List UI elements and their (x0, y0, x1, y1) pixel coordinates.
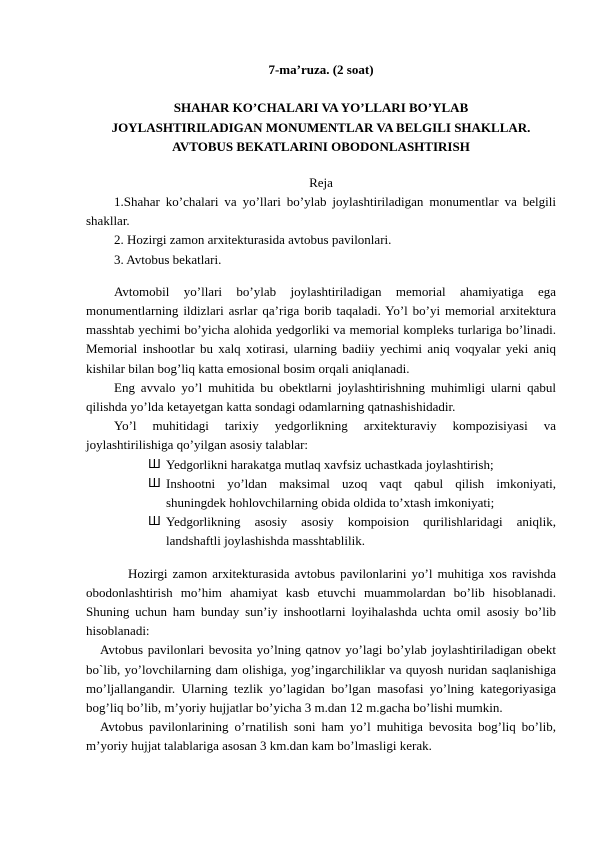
list-item (148, 474, 556, 512)
list-item (148, 512, 556, 550)
plan-item: 2. Hozirgi zamon arxitekturasida avtobus pavilonlari. (114, 232, 392, 248)
document-page (86, 60, 556, 756)
list-item (148, 455, 556, 474)
plan-heading: Reja (309, 174, 333, 190)
spacer (86, 551, 556, 564)
lecture-number: 7-ma’ruza. (2 soat) (268, 62, 374, 77)
document-title (86, 98, 556, 157)
bullet-marker-icon: Ш (148, 475, 161, 490)
body-paragraph: Eng avvalo yo’l muhitida bu obektlarni joylashtirishning muhimligi ularni qabul qilishda yo’lda ketayetgan katta sondagi odamlarning qatnashishidadir. (86, 379, 556, 414)
body-paragraph: Avtobus pavilonlari bevosita yo’lning qatnov yo’lagi bo’ylab joylashtiriladigan obekt bo`lib, yo’lovchilarning dam olishiga, yog’ingarchiliklar va quyosh nuridan saqlanishiga mo’ljallangandir. Ularning tezlik yo’lagidan bo’lgan masofasi yo’lning kategoriyasiga bog’liq bo’lib, m’yoriy hujjatlar bo’yicha 3 m.dan 12 m.gacha bo’lishi mumkin. (86, 642, 556, 715)
body-paragraph: Hozirgi zamon arxitekturasida avtobus pavilonlarini yo’l muhitiga xos ravishda obodonlashtirish mo’him ahamiyat kasb etuvchi muammolardan bo’lib hisoblanadi. Shuning uchun ham bunday sun’iy inshootlarni loyihalashda uchta omil asosiy bo’lib hisoblanadi: (86, 565, 556, 639)
bullet-marker-icon: Ш (148, 456, 161, 471)
body-paragraph: Avtobus pavilonlarining o’rnatilish soni ham yo’l muhitiga bevosita bog’liq bo’lib, m’yoriy hujjat talablariga asosan 3 km.dan kam bo’lmasligi kerak. (86, 719, 556, 754)
title-line: JOYLASHTIRILADIGAN MONUMENTLAR VA BELGILI SHAKLLAR. (111, 119, 531, 135)
spacer (86, 269, 556, 282)
title-line: SHAHAR KO’CHALARI VA YO’LLARI BO’YLAB (173, 100, 469, 116)
body-paragraph: Avtomobil yo’llari bo’ylab joylashtiriladigan memorial ahamiyatiga ega monumentlarning ildizlari asrlar qa’riga borib taqaladi. Yo’l bo’yi memorial arxitektura masshtab yechimi bo’yicha alohida yedgorliki va memorial kompleks turlariga bo’linadi. Memorial inshootlar bu xalq xotirasi, ularning badiiy yechimi aniq voqyalar yeki aniq kishilar bilan bog’liq katta emosional bosim orqali aniqlanadi. (86, 283, 556, 376)
list-item-text: Yedgorlikni harakatga mutlaq xavfsiz uchastkada joylashtirish; (166, 456, 494, 472)
body-paragraph: Yo’l muhitidagi tarixiy yedgorlikning arxitekturaviy kompozisiyasi va joylashtirilishiga qo’yilgan asosiy talablar: (86, 418, 556, 453)
plan-item: 1.Shahar ko’chalari va yo’llari bo’ylab joylashtiriladigan monumentlar va belgili shakllar. (86, 193, 556, 229)
requirements-list (86, 455, 556, 551)
plan-item: 3. Avtobus bekatlari. (114, 251, 222, 267)
bullet-marker-icon: Ш (148, 514, 161, 529)
title-line: AVTOBUS BEKATLARINI OBODONLASHTIRISH (172, 139, 470, 155)
list-item-text: Yedgorlikning asosiy asosiy kompoision qurilishlaridagi aniqlik, landshaftli joylashishda masshtablilik. (166, 514, 556, 549)
list-item-text: Inshootni yo’ldan maksimal uzoq vaqt qabul qilish imkoniyati, shuningdek hohlovchilarning obida oldida to’xtash imkoniyati; (166, 475, 556, 510)
